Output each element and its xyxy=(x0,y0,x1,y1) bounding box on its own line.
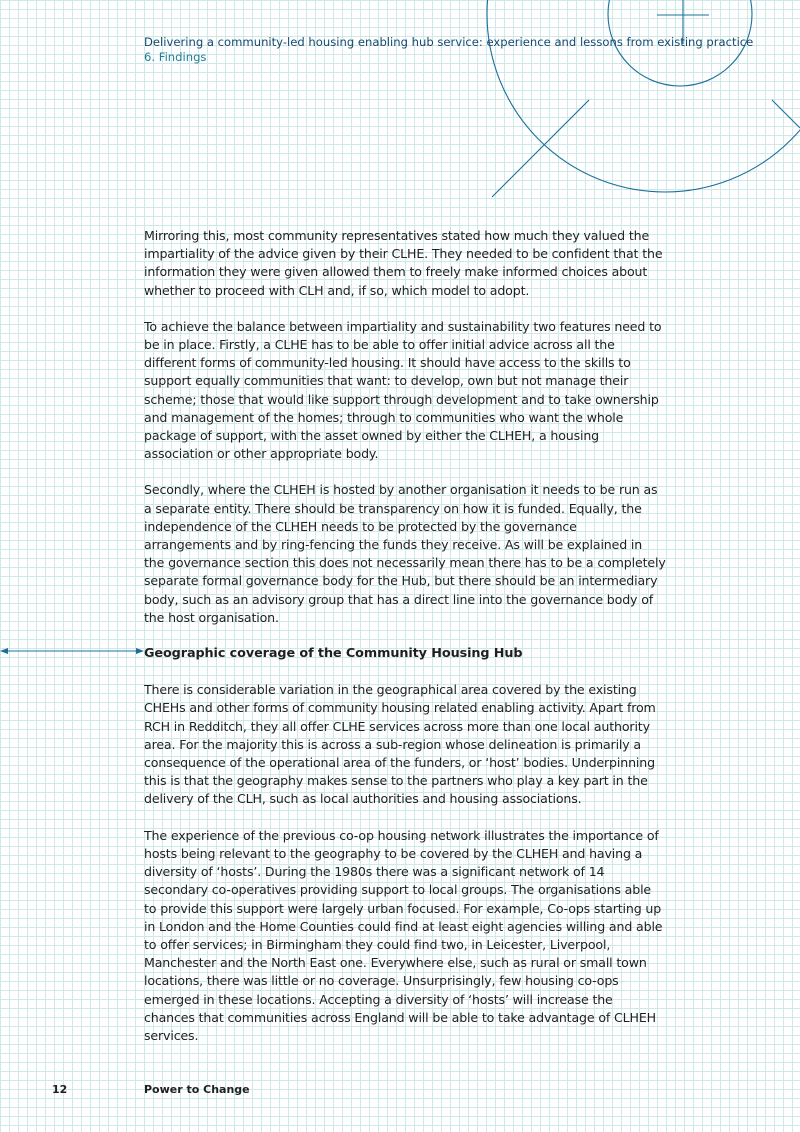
large-circle-outline xyxy=(487,0,800,192)
paragraph: To achieve the balance between impartiality and sustainability two features need to be in place. Firstly, a CLHE has to be able to offer initial advice across all the different forms of community-led housing. It should have access to the skills to support equally communities that want: to develop, own but not manage their scheme; those that would like support through development and to take ownership and management of the homes; through to communities who want the whole package of support, with the asset owned by either the CLHEH, a housing association or other appropriate body. xyxy=(144,318,662,462)
paragraph: The experience of the previous co-op housing network illustrates the importance of hosts being relevant to the geography to be covered by the CLHEH and having a diversity of ‘hosts’. During the 1980s there was a significant network of 14 secondary co-operatives providing support to local groups. The organisations able to provide this support were largely urban focused. For example, Co-ops starting up in London and the Home Counties could find at least eight agencies willing and able to offer services; in Birmingham they could find two, in Leicester, Liverpool, Manchester and the North East one. Everywhere else, such as rural or small town locations, there was little or no coverage. Unsurprisingly, few housing co-ops emerged in these locations. Accepting a diversity of ‘hosts’ will increase the chances that communities across England will be able to take advantage of CLHEH services. xyxy=(144,827,663,1043)
paragraph: Secondly, where the CLHEH is hosted by another organisation it needs to be run as a separate entity. There should be transparency on how it is funded. Equally, the independence of the CLHEH needs to be protected by the governance arrangements and by ring-fencing the funds they receive. As will be explained in the governance section this does not necessarily mean there has to be a completely separate formal governance body for the Hub, but there should be an intermediary body, such as an advisory group that has a direct line into the governance body of the host organisation. xyxy=(144,482,666,625)
heading-arrow-marker xyxy=(0,648,144,654)
paragraph: Mirroring this, most community representatives stated how much they valued the impartiality of the advice given by their CLHE. They needed to be confident that the information they were given allowed them to freely make informed choices about whether to proceed with CLH and, if so, which model to adopt. xyxy=(144,228,663,298)
footer-brand: Power to Change xyxy=(144,1083,250,1096)
section-title: 6. Findings xyxy=(144,50,207,64)
diagonal-line-right xyxy=(772,100,800,128)
paragraph: There is considerable variation in the geographical area covered by the existing CHEHs and other forms of community housing related enabling activity. Apart from RCH in Redditch, they all offer CLHE services across more than one local authority area. For the majority this is across a sub-region whose delineation is primarily a consequence of the operational area of the funders, or ‘host’ bodies. Underpinning this is that the geography makes sense to the partners who play a key part in the delivery of the CLH, such as local authorities and housing associations. xyxy=(144,682,656,807)
running-header xyxy=(144,35,753,65)
document-title: Delivering a community-led housing enabling hub service: experience and lessons from existing practice xyxy=(144,35,754,49)
section-heading: Geographic coverage of the Community Housing Hub xyxy=(144,646,523,662)
diagonal-line-left xyxy=(492,100,589,197)
main-body xyxy=(144,227,666,1063)
page-number: 12 xyxy=(52,1083,68,1096)
